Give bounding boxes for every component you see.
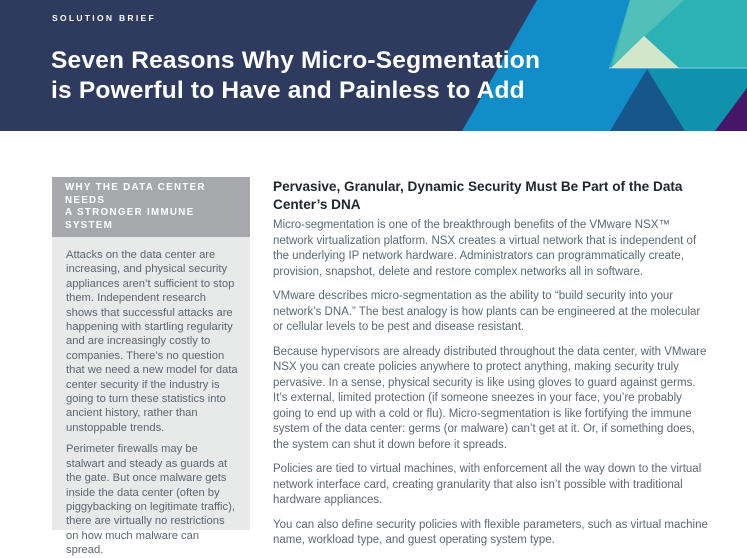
document-title-line-1: Seven Reasons Why Micro-Segmentation xyxy=(51,47,541,74)
sidebar-paragraph: Perimeter firewalls may be stalwart and steady as guards at the gate. But once malware gets inside the data center (often by piggybacking on legitimate traffic), there are virtually no restrictions on how much malware can spread. xyxy=(66,443,235,557)
body-paragraph: Because hypervisors are already distributed throughout the data center, with VMware NSX you can create policies anywhere to protect anything, making security truly pervasive. In a sense, physical security is like using gloves to guard against germs. It’s external, limited protection (if someone sneezes in your face, you’re probably going to end up with a cold or flu). Micro-segmentation is like fortifying the immune system of the data center: germs (or malware) can’t get at it. Or, if something does, the system can shut it down before it spreads. xyxy=(273,345,707,451)
main-content xyxy=(273,172,713,558)
body-paragraph: Policies are tied to virtual machines, with enforcement all the way down to the virtual network interface card, creating granularity that also isn’t possible with traditional hardware appliances. xyxy=(273,463,702,506)
sidebar-panel xyxy=(52,177,250,557)
body-paragraph: Micro-segmentation is one of the breakthrough benefits of the VMware NSX™ network virtualization platform. NSX creates a virtual network that is independent of the underlying IP network hardware. Administrators can programmatically create, provision, snapshot, delete and restore complex networks all in software. xyxy=(273,219,697,278)
sidebar-heading xyxy=(52,177,250,237)
header-banner xyxy=(0,0,747,131)
document-title-line-2: is Powerful to Have and Painless to Add xyxy=(51,77,525,104)
sidebar-paragraph: Attacks on the data center are increasing, and physical security appliances aren’t sufficient to stop them. Independent research shows that successful attacks are happening with startling regularity and are increasingly costly to companies. There’s no question that we need a new model for data center security if the industry is going to turn these statistics into ancient history, rather than unstoppable trends. xyxy=(66,249,238,434)
sidebar-heading-line-1: WHY THE DATA CENTER NEEDS xyxy=(65,182,206,206)
document-title xyxy=(51,46,540,106)
sidebar-heading-line-2: A STRONGER IMMUNE SYSTEM xyxy=(65,207,195,231)
sidebar-body xyxy=(52,237,250,558)
eyebrow-label: SOLUTION BRIEF xyxy=(52,13,156,23)
body-paragraph: VMware describes micro-segmentation as the ability to “build security into your network’s DNA.” The best analogy is how plants can be engineered at the molecular or cellular levels to be pest and disease resistant. xyxy=(273,290,701,333)
section-heading: Pervasive, Granular, Dynamic Security Must Be Part of the Data Center’s DNA xyxy=(273,179,683,212)
body-paragraph: You can also define security policies with flexible parameters, such as virtual machine name, workload type, and guest operating system type. xyxy=(273,518,708,546)
